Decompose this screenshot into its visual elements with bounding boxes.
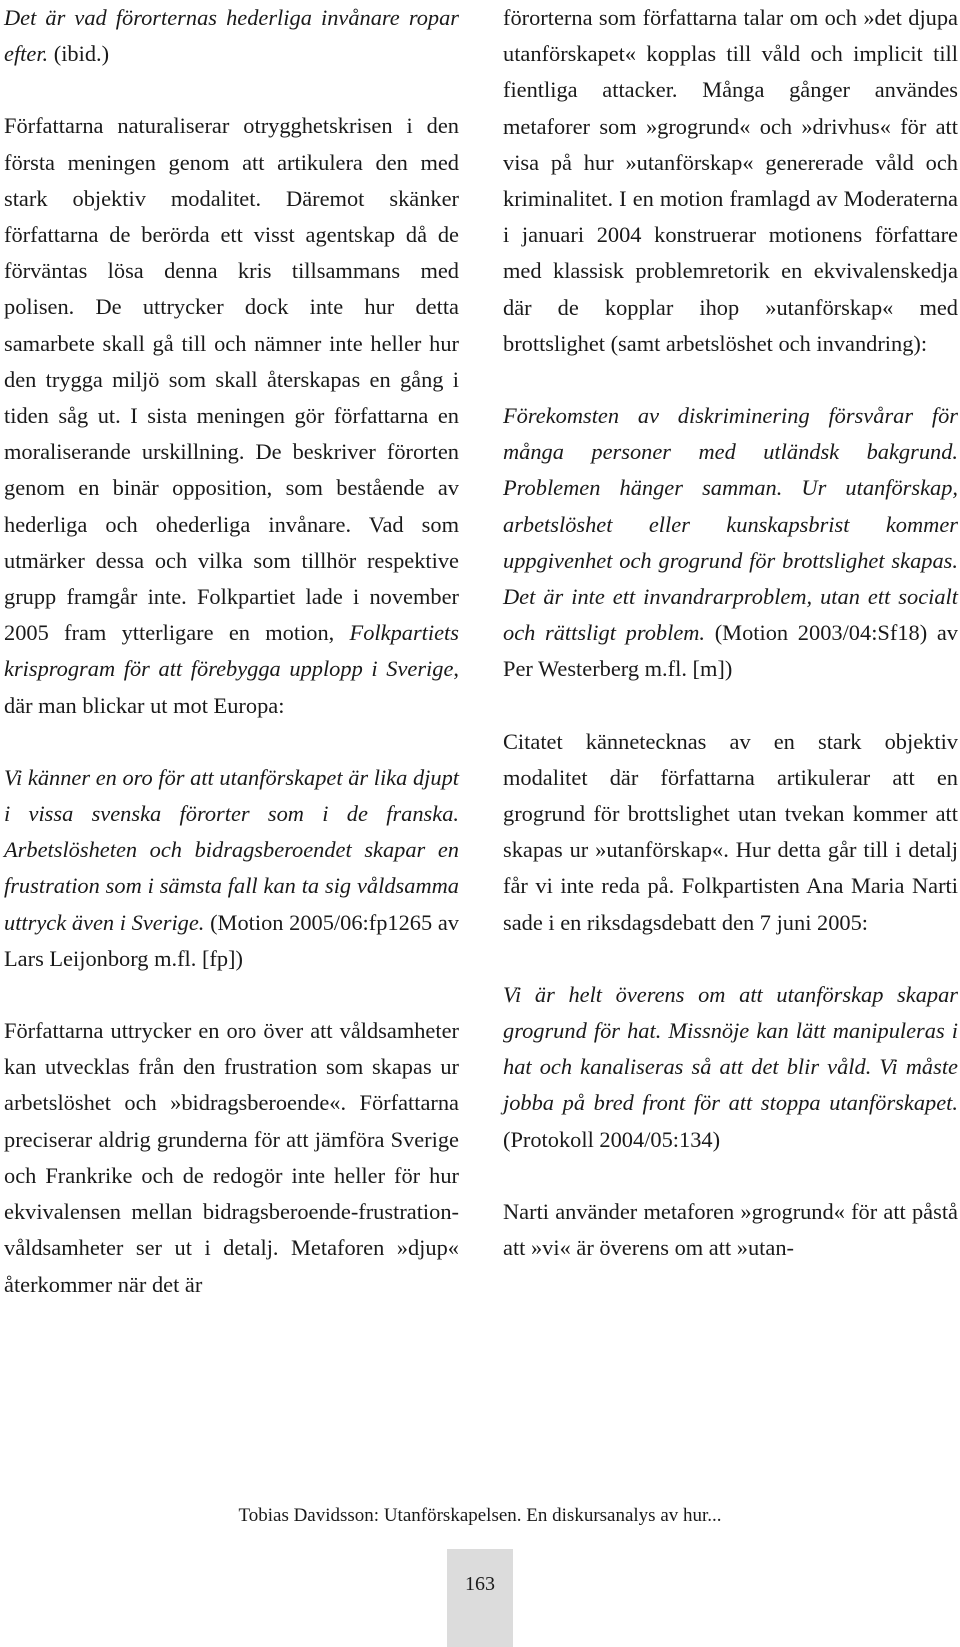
quote-text: Förekomsten av diskriminering försvårar för många personer med utländsk bakgrund. Problemen hänger samman. Ur utanförskap, arbetslöshet eller kunskapsbrist kommer uppgivenhet och grogrund för brottslighet skapas. Det är inte ett invandrarproblem, utan ett socialt och rättsligt problem.: [503, 403, 958, 646]
page-number: 163: [465, 1573, 495, 1595]
right-column: [503, 0, 958, 1266]
quote-text: Vi är helt överens om att utanförskap skapar grogrund för hat. Missnöje kan lätt manipuleras i hat och kanaliseras så att det blir våld. Vi måste jobba på bred front för att stoppa utanförskapet.: [503, 981, 958, 1116]
running-footer: Tobias Davidsson: Utanförskapelsen. En diskursanalys av hur...: [238, 1505, 722, 1526]
quote-text: Vi känner en oro för att utanförskapet är lika djupt i vissa svenska förorter som i de franska. Arbetslösheten och bidragsberoendet skapar en frustration som i sämsta fall kan ta sig våldsamma uttryck även i Sverige.: [4, 764, 459, 935]
block-quote-tail: [4, 0, 459, 72]
block-quote: [503, 977, 958, 1158]
block-quote: [503, 398, 958, 688]
paragraph-text: Författarna naturaliserar otrygghetskrisen i den första meningen genom att artikulera den med stark objektiv modalitet. Däremot skänker författarna de berörda ett visst agentskap då de förväntas lösa denna kris tillsammans med polisen. De uttrycker dock inte hur detta samarbete skall gå till och nämner inte heller hur den trygga miljö som skall återskapas en gång i tiden såg ut. I sista meningen gör författarna en moraliserande urskillning. De beskriver förorten genom en binär opposition, som bestående av hederliga och ohederliga invånare. Vad som utmärker dessa och vilka som tillhör respektive grupp framgår inte. Folkpartiet lade i november 2005 fram ytterligare en motion,: [4, 113, 459, 646]
page-number-box: [447, 1549, 513, 1647]
body-paragraph: Författarna uttrycker en oro över att våldsamheter kan utvecklas från den frustration som skapas ur arbetslöshet och »bidragsberoende«. Författarna preciserar aldrig grunderna för att jämföra Sverige och Frankrike och de redogör inte heller för hur ekvivalensen mellan bidragsberoende-frustration-våldsamheter ser ut i detalj. Metaforen »djup« återkommer när det är: [4, 1018, 459, 1297]
quote-reference: (ibid.): [48, 41, 110, 67]
quote-reference: (Motion 2003/04:Sf18) av Per Westerberg m.fl. [m]): [503, 620, 958, 682]
motion-title: Folkpartiets krisprogram för att förebygga upplopp i Sverige: [4, 620, 459, 682]
body-paragraph: Narti använder metaforen »grogrund« för att påstå att »vi« är överens om att »utan-: [503, 1198, 958, 1261]
quote-text: Det är vad förorternas hederliga invånare ropar efter.: [4, 5, 459, 67]
body-paragraph: förorterna som författarna talar om och »det djupa utanförskapet« kopplas till våld och implicit till fientliga attacker. Många gånger användes metaforer som »grogrund« och »drivhus« för att visa på hur »utanförskap« genererade våld och kriminalitet. I en motion framlagd av Moderaterna i januari 2004 konstruerar motionens författare med klassisk problemretorik en ekvivalenskedja där de kopplar ihop »utanförskap« med brottslighet (samt arbetslöshet och invandring):: [503, 5, 958, 356]
paragraph-text: , där man blickar ut mot Europa:: [4, 656, 459, 718]
body-paragraph: [4, 108, 459, 723]
quote-reference: (Protokoll 2004/05:134): [503, 1126, 721, 1152]
left-column: [4, 0, 459, 1303]
body-paragraph: Citatet kännetecknas av en stark objektiv modalitet där författarna artikulerar att en grogrund för brottslighet utan tvekan kommer att skapas ur »utanförskap«. Hur detta går till i detalj får vi inte reda på. Folkpartisten Ana Maria Narti sade i en riksdagsdebatt den 7 juni 2005:: [503, 728, 958, 935]
block-quote: [4, 760, 459, 977]
quote-reference: (Motion 2005/06:fp1265 av Lars Leijonborg m.fl. [fp]): [4, 909, 459, 971]
